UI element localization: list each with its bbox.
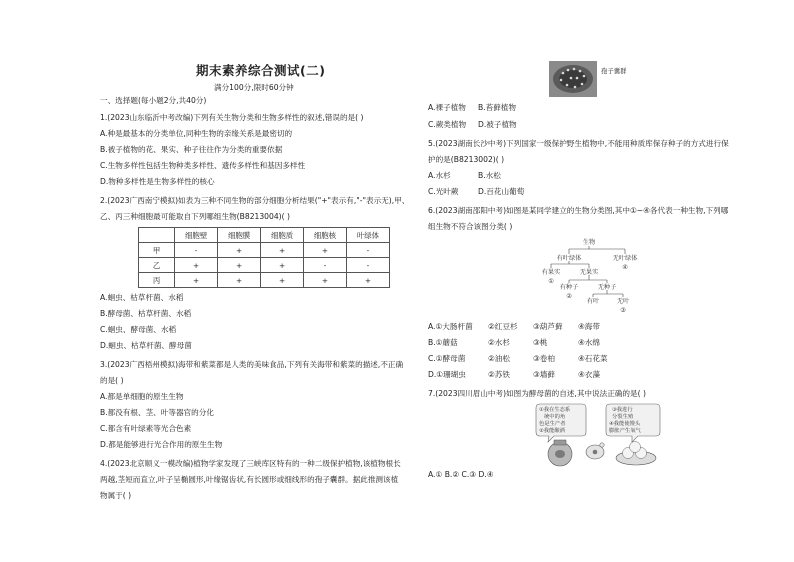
- table-header-cell: 细胞膜: [218, 228, 261, 243]
- q1-option-c[interactable]: C.生物多样性包括生物种类多样性、遗传多样性和基因多样性: [100, 161, 306, 170]
- q2-option-c[interactable]: C.蛔虫、酵母菌、水稻: [100, 325, 177, 334]
- q1-option-d[interactable]: D.物种多样性是生物多样性的核心: [100, 177, 215, 186]
- q4-option-a[interactable]: A.裸子植物: [428, 103, 466, 112]
- q3-option-c[interactable]: C.都含有叶绿素等光合色素: [100, 424, 192, 433]
- table-cell: +: [218, 273, 261, 288]
- bubble1-line2: 统中的角: [544, 414, 566, 420]
- table-cell: 甲: [139, 243, 175, 258]
- spore-caption: 孢子囊群: [601, 67, 627, 75]
- q7-options[interactable]: A.① B.② C.③ D.④: [428, 470, 494, 479]
- bubble2-line1: ③我进行: [612, 407, 633, 413]
- q6-option-c-3: ③卷柏: [533, 354, 555, 363]
- table-header-cell: 细胞核: [304, 228, 347, 243]
- q4-option-d[interactable]: D.被子植物: [478, 120, 517, 129]
- table-cell: +: [218, 258, 261, 273]
- q6-option-a-2: ②红豆杉: [488, 322, 518, 331]
- q3-stem-line2: 的是( ): [100, 376, 124, 385]
- q6-option-a-1[interactable]: A.①大肠杆菌: [428, 322, 473, 331]
- tree-label-has-fruit: 有果实: [541, 269, 561, 276]
- table-row: [139, 273, 390, 288]
- table-cell: +: [218, 243, 261, 258]
- q6-option-d-4: ④衣藻: [578, 370, 600, 379]
- q6-stem-line1: 6.(2023湖南邵阳中考)如图是某同学建立的生物分类图,其中①~④各代表一种生物,下列哪: [428, 206, 729, 215]
- wine-jar-icon: [548, 440, 572, 466]
- q2-stem-line1: 2.(2023广西南宁模拟)如表为三种不同生物的部分细胞分析结果("+"表示有,"-"表示无),甲、: [100, 196, 410, 205]
- tree-node-4: ④: [622, 264, 628, 271]
- bubble1-line4: ②我能酿酒: [539, 428, 565, 434]
- q6-option-d-1[interactable]: D.①珊瑚虫: [428, 370, 466, 379]
- q5-stem-line1: 5.(2023湖南长沙中考)下列国家一级保护野生植物中,不能用种质库保存种子的方式进行保: [428, 139, 729, 148]
- tree-node-3: ③: [620, 307, 626, 314]
- table-cell: +: [304, 273, 347, 288]
- fern-leaf-image: [549, 61, 597, 97]
- q4-stem-line2: 两越,茎短而直立,叶子呈椭圆形,叶缘锯齿状,有长圆形或细线形的孢子囊群。据此推测该植: [100, 475, 399, 484]
- q5-option-c[interactable]: C.光叶蕨: [428, 187, 459, 196]
- q4-stem-line3: 物属于( ): [100, 491, 132, 500]
- tree-label-has-chloroplast: 有叶绿体: [556, 255, 582, 262]
- table-cell: 乙: [139, 258, 175, 273]
- yeast-speech-illustration: [532, 402, 672, 468]
- bubble1-line3: 色是生产者: [539, 421, 566, 427]
- table-header-cell: 细胞壁: [175, 228, 218, 243]
- tree-label-has-leaf: 有叶: [586, 298, 600, 305]
- q5-option-d[interactable]: D.百花山葡萄: [478, 187, 525, 196]
- q6-option-b-2: ②水杉: [488, 338, 510, 347]
- table-header-cell: 细胞质: [261, 228, 304, 243]
- tree-label-no-seed: 无种子: [597, 284, 617, 291]
- q4-option-c[interactable]: C.蕨类植物: [428, 120, 467, 129]
- q1-option-b[interactable]: B.被子植物的花、果实、种子往往作为分类的重要依据: [100, 145, 283, 154]
- q5-option-a[interactable]: A.水杉: [428, 171, 451, 180]
- q6-option-b-1[interactable]: B.①蘑菇: [428, 338, 458, 347]
- q6-option-c-1[interactable]: C.①酵母菌: [428, 354, 466, 363]
- table-cell: +: [175, 258, 218, 273]
- q3-option-a[interactable]: A.都是单细胞的原生生物: [100, 392, 184, 401]
- table-cell: 丙: [139, 273, 175, 288]
- q7-stem: 7.(2023四川眉山中考)如图为酵母菌的自述,其中说法正确的是( ): [428, 389, 646, 398]
- q6-option-a-3: ③葫芦藓: [533, 322, 563, 331]
- q4-option-b[interactable]: B.苔藓植物: [478, 103, 516, 112]
- yeast-cell-icon: [586, 443, 604, 459]
- q6-option-d-2: ②苏铁: [488, 370, 510, 379]
- q6-option-d-3: ③墙藓: [533, 370, 555, 379]
- table-header-row: [139, 228, 390, 243]
- exam-subtitle: 满分100分,限时60分钟: [214, 83, 294, 92]
- tree-node-1: ①: [548, 278, 554, 285]
- q1-stem: 1.(2023山东临沂中考改编)下列有关生物分类和生物多样性的叙述,错误的是( ): [100, 113, 364, 122]
- cell-analysis-table: [138, 227, 390, 288]
- q5-option-b[interactable]: B.水松: [478, 171, 501, 180]
- q1-option-a[interactable]: A.种是最基本的分类单位,同种生物的亲缘关系是最密切的: [100, 129, 293, 138]
- q6-option-a-4: ④海带: [578, 322, 600, 331]
- section-heading: 一、选择题(每小题2分,共40分): [100, 96, 207, 105]
- table-cell: +: [175, 273, 218, 288]
- q2-option-d[interactable]: D.蛔虫、枯草杆菌、酵母菌: [100, 341, 192, 350]
- bubble2-line4: 膨胀产生氧气: [609, 428, 641, 434]
- bubble2-line2: 分裂生殖: [612, 414, 634, 420]
- bubble2-line3: ④我能使馒头: [609, 421, 641, 427]
- q3-option-b[interactable]: B.都没有根、茎、叶等器官的分化: [100, 408, 214, 417]
- table-row: [139, 243, 390, 258]
- table-cell: -: [175, 243, 218, 258]
- table-cell: +: [304, 243, 347, 258]
- q3-stem-line1: 3.(2023广西梧州模拟)海带和紫菜都是人类的美味食品,下列有关海带和紫菜的描述,不正确: [100, 360, 404, 369]
- table-cell: +: [261, 243, 304, 258]
- table-header-cell: 叶绿体: [346, 228, 389, 243]
- table-cell: -: [346, 243, 389, 258]
- exam-title: 期末素养综合测试(二): [196, 63, 326, 78]
- table-cell: -: [304, 258, 347, 273]
- table-cell: -: [346, 258, 389, 273]
- q3-option-d[interactable]: D.都是能够进行光合作用的原生生物: [100, 440, 223, 449]
- tree-root-label: 生物: [582, 239, 596, 246]
- bubble1-line1: ①我在生态系: [539, 407, 571, 413]
- table-cell: +: [261, 258, 304, 273]
- table-header-cell: [139, 228, 175, 243]
- steamed-buns-icon: [616, 442, 656, 466]
- tree-label-no-leaf: 无叶: [616, 298, 630, 305]
- table-cell: +: [261, 273, 304, 288]
- tree-label-no-chloroplast: 无叶绿体: [612, 255, 638, 262]
- tree-label-no-fruit: 无果实: [579, 269, 599, 276]
- q6-option-c-2: ②油松: [488, 354, 510, 363]
- q5-stem-line2: 护的是(B8213002)( ): [428, 155, 505, 164]
- table-row: [139, 258, 390, 273]
- classification-tree-diagram: [525, 234, 725, 314]
- table-cell: +: [346, 273, 389, 288]
- q6-option-c-4: ④石花菜: [578, 354, 608, 363]
- q4-stem-line1: 4.(2023北京顺义一模改编)植物学家发现了三峡库区特有的一种二级保护植物,该植物根长: [100, 459, 401, 468]
- q2-stem-line2: 乙、丙三种细胞最可能取自下列哪组生物(B8213004)( ): [100, 212, 290, 221]
- q6-option-b-4: ④水绵: [578, 338, 600, 347]
- q2-option-b[interactable]: B.酵母菌、枯草杆菌、水稻: [100, 309, 192, 318]
- fern-spore-photo: [549, 61, 597, 97]
- tree-label-has-seed: 有种子: [559, 284, 579, 291]
- q6-stem-line2: 组生物不符合该图分类( ): [428, 222, 513, 231]
- tree-node-2: ②: [566, 293, 572, 300]
- q2-option-a[interactable]: A.蛔虫、枯草杆菌、水稻: [100, 293, 184, 302]
- q6-option-b-3: ③桃: [533, 338, 548, 347]
